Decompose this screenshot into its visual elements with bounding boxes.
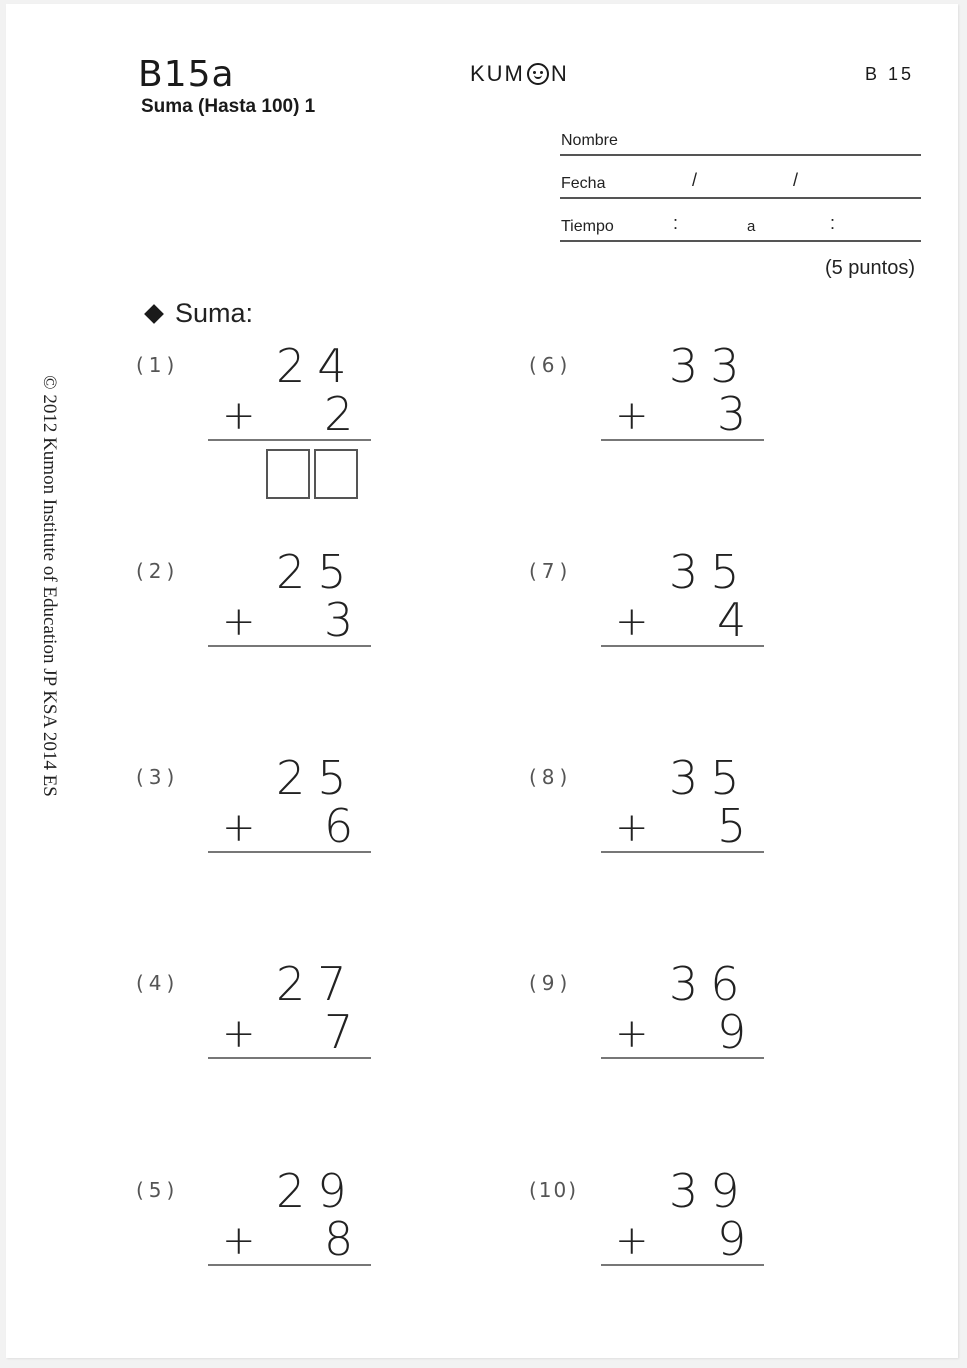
problem-9 — [529, 957, 769, 1161]
sum-line — [601, 645, 764, 647]
problem-number: (3) — [136, 765, 180, 789]
problem-2 — [136, 545, 376, 749]
worksheet-code: B15a — [138, 54, 235, 95]
problem-number: (5) — [136, 1178, 180, 1202]
problem-number: (7) — [529, 559, 573, 583]
sum-line — [208, 1264, 371, 1266]
addend-top: 25 — [276, 751, 359, 805]
addend-bottom: 3 — [717, 387, 747, 441]
addend-bottom: 4 — [717, 593, 747, 647]
name-label: Nombre — [561, 132, 618, 149]
addend-top: 36 — [669, 957, 752, 1011]
time-to: a — [747, 218, 756, 235]
instruction — [143, 298, 253, 329]
addend-bottom: 9 — [717, 1005, 747, 1059]
plus-sign: + — [222, 805, 256, 851]
addend-top: 24 — [276, 339, 359, 393]
problem-7 — [529, 545, 769, 749]
date-separator: / — [793, 170, 799, 190]
plus-sign: + — [222, 393, 256, 439]
sum-line — [208, 1057, 371, 1059]
problem-6 — [529, 339, 769, 543]
addend-top: 35 — [669, 751, 752, 805]
addend-top: 27 — [276, 957, 359, 1011]
kumon-logo — [470, 60, 569, 88]
plus-sign: + — [222, 1218, 256, 1264]
problem-5 — [136, 1164, 376, 1368]
addend-bottom: 3 — [324, 593, 354, 647]
problem-1 — [136, 339, 376, 543]
problem-number: (9) — [529, 971, 573, 995]
addend-bottom: 5 — [717, 799, 747, 853]
time-colon: : — [673, 213, 679, 233]
worksheet-page — [6, 4, 958, 1358]
problem-8 — [529, 751, 769, 955]
plus-sign: + — [615, 393, 649, 439]
sum-line — [601, 851, 764, 853]
page-reference: B 15 — [864, 64, 914, 84]
addend-top: 29 — [276, 1164, 359, 1218]
addend-bottom: 9 — [717, 1212, 747, 1266]
problem-number: (2) — [136, 559, 180, 583]
sum-line — [601, 1057, 764, 1059]
addend-bottom: 2 — [324, 387, 354, 441]
problem-number: (1) — [136, 353, 180, 377]
addend-top: 33 — [669, 339, 752, 393]
logo-text-left: KUM — [470, 61, 525, 86]
addend-top: 35 — [669, 545, 752, 599]
answer-box-ones[interactable] — [314, 449, 358, 499]
instruction-text: Suma: — [175, 298, 254, 328]
problem-number: (10) — [529, 1178, 579, 1202]
diamond-bullet-icon — [144, 304, 164, 324]
smiley-face-icon — [527, 63, 549, 85]
plus-sign: + — [615, 1218, 649, 1264]
addend-bottom: 7 — [324, 1005, 354, 1059]
problem-number: (6) — [529, 353, 573, 377]
logo-text-right: N — [550, 61, 569, 86]
problem-10 — [529, 1164, 769, 1368]
plus-sign: + — [615, 599, 649, 645]
addend-top: 39 — [669, 1164, 752, 1218]
date-field[interactable] — [560, 170, 921, 199]
addend-bottom: 8 — [324, 1212, 354, 1266]
sum-line — [208, 851, 371, 853]
points-label: (5 puntos) — [824, 257, 915, 279]
plus-sign: + — [222, 1011, 256, 1057]
worksheet-subtitle: Suma (Hasta 100) 1 — [141, 96, 316, 117]
time-label: Tiempo — [561, 218, 614, 235]
plus-sign: + — [615, 805, 649, 851]
sum-line — [208, 439, 371, 441]
plus-sign: + — [615, 1011, 649, 1057]
date-separator: / — [692, 170, 698, 190]
date-label: Fecha — [561, 175, 606, 192]
sum-line — [601, 439, 764, 441]
problem-3 — [136, 751, 376, 955]
problem-number: (8) — [529, 765, 573, 789]
problem-number: (4) — [136, 971, 180, 995]
name-field[interactable] — [560, 132, 921, 156]
answer-box-tens[interactable] — [266, 449, 310, 499]
copyright-notice: © 2012 Kumon Institute of Education JP KSA 2014 ES — [39, 375, 60, 797]
time-field[interactable] — [560, 213, 921, 242]
addend-top: 25 — [276, 545, 359, 599]
time-colon: : — [830, 213, 836, 233]
answer-boxes — [266, 449, 358, 499]
sum-line — [601, 1264, 764, 1266]
sum-line — [208, 645, 371, 647]
problem-4 — [136, 957, 376, 1161]
addend-bottom: 6 — [324, 799, 354, 853]
plus-sign: + — [222, 599, 256, 645]
